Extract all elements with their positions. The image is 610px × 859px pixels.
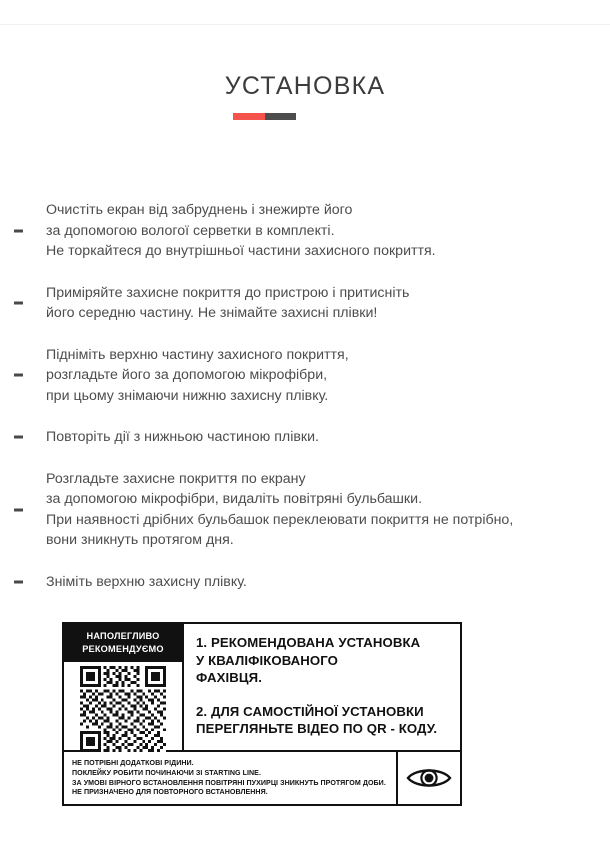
step-text (46, 345, 363, 407)
eye-icon-cell (398, 752, 460, 804)
title-divider-red-segment (233, 113, 265, 120)
step-dash-marker (14, 229, 23, 232)
step-line: Розгладьте захисне покриття по екрану (46, 470, 306, 487)
instruction-step (0, 427, 610, 448)
instruction-list (0, 200, 610, 613)
step-dash-marker (14, 580, 23, 583)
step-line: його середню частину. Не знімайте захисні плівки! (46, 305, 378, 321)
fineprint-line: ПОКЛЕЙКУ РОБИТИ ПОЧИНАЮЧИ ЗІ STARTING LINE. (72, 768, 261, 777)
step-line: Не торкайтеся до внутрішньої частини захисного покриття. (46, 243, 436, 259)
qr-code-icon[interactable] (80, 666, 166, 752)
card-item-line: У КВАЛІФІКОВАНОГО (196, 652, 339, 668)
card-item-2 (196, 703, 452, 738)
step-line: при цьому знімаючи нижню захисну плівку. (46, 387, 329, 404)
instruction-step (0, 469, 610, 551)
step-dash-marker (14, 374, 23, 377)
card-item-line: ПЕРЕГЛЯНЬТЕ ВІДЕО ПО QR - КОДУ. (196, 721, 438, 736)
card-left-column (64, 624, 184, 750)
card-bottom-section (64, 752, 460, 804)
step-dash-marker (14, 302, 23, 305)
instruction-step (0, 283, 610, 324)
fineprint-line: НЕ ПРИЗНАЧЕНО ДЛЯ ПОВТОРНОГО ВСТАНОВЛЕННЯ. (72, 788, 268, 797)
step-line: Очистіть екран від забруднень і знежирте його (46, 202, 353, 218)
step-text (46, 283, 423, 324)
badge-line-2: РЕКОМЕНДУЄМО (82, 643, 164, 654)
step-text (46, 572, 261, 593)
step-line: Підніміть верхню частину захисного покриття, (46, 346, 349, 363)
step-line: вони зникнуть протягом дня. (46, 532, 234, 548)
step-dash-marker (14, 436, 23, 439)
card-item-line: 1. РЕКОМЕНДОВАНА УСТАНОВКА (196, 635, 421, 650)
eye-icon (406, 765, 452, 791)
step-text (46, 469, 527, 551)
qr-code-container (64, 662, 182, 754)
step-line: розгладьте його за допомогою мікрофібри, (46, 367, 328, 383)
instruction-step (0, 345, 610, 407)
card-item-line: 2. ДЛЯ САМОСТІЙНОЇ УСТАНОВКИ (196, 703, 424, 719)
page-title: УСТАНОВКА (224, 72, 386, 100)
instruction-step (0, 572, 610, 593)
step-text (46, 200, 450, 262)
card-item-line: ФАХІВЦЯ. (196, 670, 263, 685)
fineprint-line: НЕ ПОТРІБНІ ДОДАТКОВІ РІДИНИ. (72, 759, 194, 768)
fineprint-block (64, 752, 398, 804)
step-line: за допомогою мікрофібри, видаліть повітряні бульбашки. (46, 491, 423, 507)
instruction-step (0, 200, 610, 262)
card-item-1 (196, 634, 452, 687)
title-divider-dark-segment (265, 113, 297, 120)
strongly-recommend-badge (64, 624, 182, 662)
fineprint-line: ЗА УМОВІ ВІРНОГО ВСТАНОВЛЕННЯ ПОВІТРЯНІ ПУХИРЦІ ЗНИКНУТЬ ПРОТЯГОМ ДОБИ. (72, 778, 386, 787)
step-dash-marker (14, 508, 23, 511)
card-top-section (64, 624, 460, 752)
recommendation-card (62, 622, 462, 806)
title-divider (233, 113, 296, 120)
step-line: Повторіть дії з нижньою частиною плівки. (46, 429, 319, 445)
step-line: за допомогою вологої серветки в комплекті. (46, 222, 335, 239)
step-line: При наявності дрібних бульбашок переклеювати покриття не потрібно, (46, 511, 514, 528)
top-divider-rule (0, 24, 610, 25)
step-text (46, 427, 333, 448)
badge-line-1: НАПОЛЕГЛИВО (86, 631, 160, 641)
step-line: Приміряйте захисне покриття до пристрою і притисніть (46, 284, 410, 301)
card-right-column (184, 624, 460, 750)
step-line: Зніміть верхню захисну плівку. (46, 573, 247, 590)
